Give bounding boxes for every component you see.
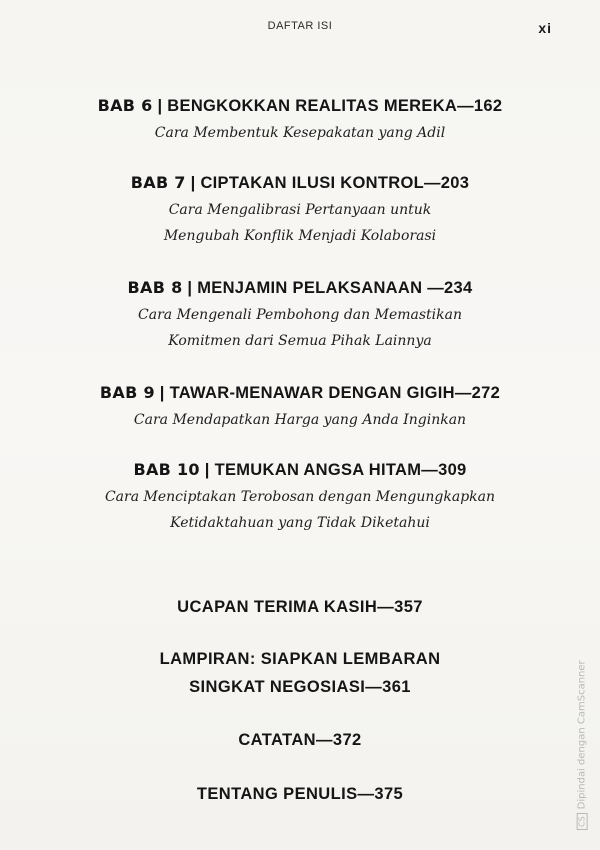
chapter-number: BAB 8 xyxy=(127,278,183,297)
chapter-number: BAB 7 xyxy=(130,173,186,192)
toc-entry-chapter-8 xyxy=(0,278,600,354)
chapter-heading: | BENGKOKKAN REALITAS MEREKA—162 xyxy=(157,97,503,115)
toc-entry-chapter-9 xyxy=(0,383,600,433)
running-header-title: DAFTAR ISI xyxy=(267,20,333,32)
chapter-title xyxy=(0,460,600,480)
scanner-watermark xyxy=(577,660,588,830)
chapter-heading: | TEMUKAN ANGSA HITAM—309 xyxy=(204,461,467,479)
toc-entry-acknowledgements xyxy=(0,593,600,621)
chapter-subtitle-line: Cara Menciptakan Terobosan dengan Mengungkapkan xyxy=(104,489,496,505)
backmatter-line: CATATAN—372 xyxy=(238,731,362,749)
toc-entry-about-author xyxy=(0,780,600,808)
chapter-title xyxy=(0,278,600,298)
toc-entry-chapter-10 xyxy=(0,460,600,536)
toc-entry-appendix xyxy=(0,645,600,701)
chapter-subtitle xyxy=(0,120,600,146)
chapter-subtitle xyxy=(0,407,600,433)
chapter-subtitle-line: Cara Mengalibrasi Pertanyaan untuk xyxy=(168,202,432,218)
toc-entry-chapter-7 xyxy=(0,173,600,249)
chapter-subtitle xyxy=(0,484,600,536)
backmatter-line: TENTANG PENULIS—375 xyxy=(196,785,404,803)
chapter-title xyxy=(0,383,600,403)
backmatter-line: UCAPAN TERIMA KASIH—357 xyxy=(177,598,423,616)
chapter-heading: | CIPTAKAN ILUSI KONTROL—203 xyxy=(190,174,470,192)
chapter-title xyxy=(0,173,600,193)
chapter-subtitle-line: Komitmen dari Semua Pihak Lainnya xyxy=(168,333,432,349)
chapter-title xyxy=(0,96,600,116)
chapter-number: BAB 10 xyxy=(133,460,200,479)
toc-entry-chapter-6 xyxy=(0,96,600,146)
chapter-subtitle xyxy=(0,302,600,354)
chapter-subtitle-line: Mengubah Konflik Menjadi Kolaborasi xyxy=(163,228,437,244)
chapter-subtitle-line: Ketidaktahuan yang Tidak Diketahui xyxy=(170,515,430,531)
chapter-subtitle xyxy=(0,197,600,249)
chapter-subtitle-line: Cara Membentuk Kesepakatan yang Adil xyxy=(154,125,446,141)
camscanner-logo-icon: CS xyxy=(577,813,588,830)
backmatter-line: SINGKAT NEGOSIASI—361 xyxy=(189,678,411,696)
chapter-subtitle-line: Cara Mengenali Pembohong dan Memastikan xyxy=(138,307,462,323)
chapter-number: BAB 9 xyxy=(99,383,155,402)
chapter-heading: | MENJAMIN PELAKSANAAN —234 xyxy=(187,279,473,297)
toc-entry-notes xyxy=(0,726,600,754)
page-number: xi xyxy=(538,20,552,36)
backmatter-line: LAMPIRAN: SIAPKAN LEMBARAN xyxy=(159,650,441,668)
chapter-number: BAB 6 xyxy=(97,96,153,115)
chapter-subtitle-line: Cara Mendapatkan Harga yang Anda Inginkan xyxy=(133,412,467,428)
watermark-text: Dipindai dengan CamScanner xyxy=(577,660,588,810)
chapter-heading: | TAWAR-MENAWAR DENGAN GIGIH—272 xyxy=(159,384,501,402)
